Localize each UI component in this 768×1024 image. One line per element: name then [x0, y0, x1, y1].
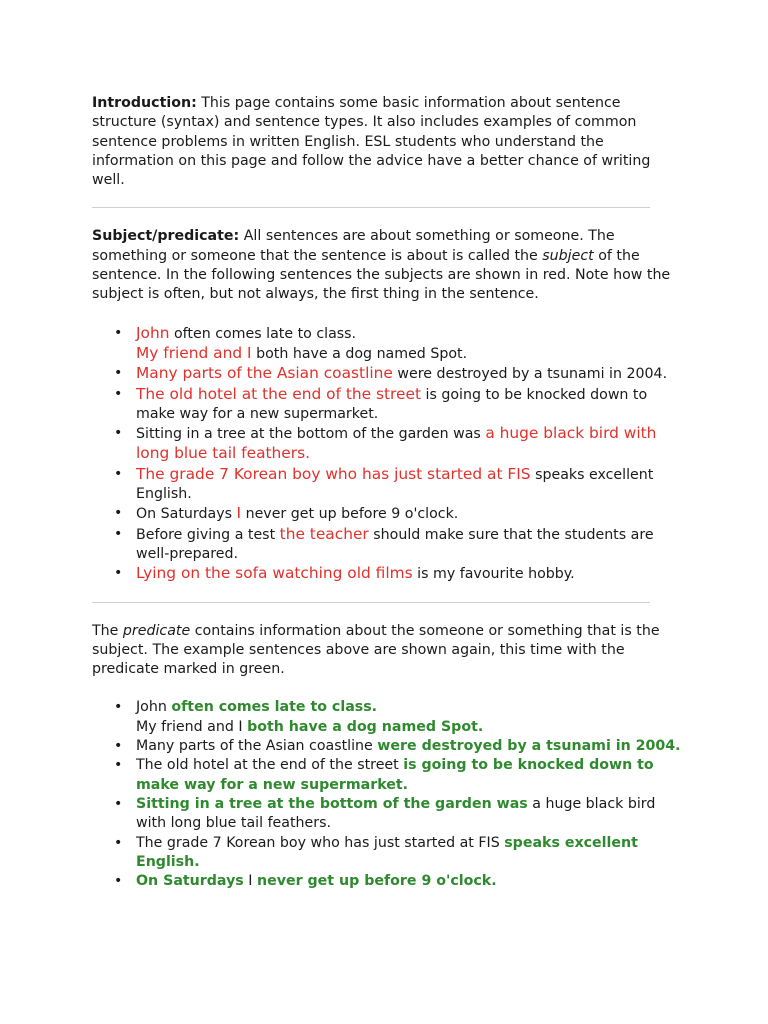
bullet-icon: • [114, 385, 123, 402]
list-item [114, 464, 682, 505]
item-text: never get up before 9 o'clock. [245, 506, 459, 523]
bullet-icon: • [114, 757, 123, 774]
item-text: The old hotel at the end of the street [136, 757, 399, 774]
list-item [114, 834, 682, 873]
list-item [136, 718, 682, 737]
bullet-icon: • [114, 699, 123, 716]
subject-highlight: John [136, 323, 170, 342]
predicate-term: predicate [122, 622, 191, 639]
intro-label: Introduction: [92, 95, 197, 111]
predicate-highlight: both have a dog named Spot. [247, 718, 484, 735]
subject-highlight: My friend and I [136, 343, 252, 362]
bullet-icon: • [114, 365, 123, 382]
bullet-icon: • [114, 565, 123, 582]
list-item [136, 344, 682, 364]
item-text: My friend and I [136, 718, 243, 735]
intro-text: This page contains some basic information about sentence structure (syntax) and sentence types. It also includes examples of common sentence problems in written English. ESL students who understand the information on this page and follow the advice have a better chance of writing well. [92, 95, 651, 189]
subject-list [92, 324, 682, 585]
predicate-highlight: Sitting in a tree at the bottom of the garden was [136, 795, 528, 812]
list-item [114, 323, 682, 344]
predicate-text: The [92, 622, 119, 639]
document-page [92, 94, 682, 891]
bullet-icon: • [114, 465, 123, 482]
predicate-list [92, 698, 682, 891]
subject-highlight: the teacher [279, 524, 369, 543]
bullet-icon: • [114, 834, 123, 851]
item-text: often comes late to class. [173, 325, 357, 342]
intro-paragraph [92, 94, 682, 190]
subject-paragraph [92, 227, 682, 304]
item-text: Many parts of the Asian coastline [136, 738, 373, 755]
bullet-icon: • [114, 738, 123, 755]
bullet-icon: • [114, 324, 123, 341]
predicate-text: contains information about the someone or something that is the subject. The example sentences above are shown again, this time with the predicate marked in green. [92, 622, 660, 678]
list-item [114, 384, 682, 425]
list-item [114, 872, 682, 891]
item-text: John [136, 699, 167, 716]
item-text: speaks excellent English. [136, 466, 654, 503]
list-item [114, 364, 682, 384]
bullet-icon: • [114, 505, 123, 522]
subject-highlight: Lying on the sofa watching old films [136, 564, 413, 583]
subject-highlight: a huge black bird with long blue tail feathers. [136, 424, 657, 463]
bullet-icon: • [114, 873, 123, 890]
predicate-highlight: is going to be knocked down to make way for a new supermarket. [136, 757, 654, 793]
item-text: is going to be knocked down to make way for a new supermarket. [136, 386, 648, 422]
bullet-icon: • [114, 795, 123, 812]
subject-highlight: The old hotel at the end of the street [136, 384, 421, 403]
list-item [114, 424, 682, 465]
item-text: On Saturdays [136, 506, 232, 523]
item-text: both have a dog named Spot. [256, 345, 468, 362]
subject-text: of the sentence. In the following sentences the subjects are shown in red. Note how the subject is often, but not always, the first thing in the sentence. [92, 247, 671, 303]
list-item [114, 756, 682, 795]
predicate-paragraph [92, 622, 682, 680]
predicate-highlight: speaks excellent English. [136, 834, 638, 870]
subject-highlight: Many parts of the Asian coastline [136, 364, 393, 383]
list-item [114, 564, 682, 584]
subject-label: Subject/predicate: [92, 228, 240, 245]
item-text: is my favourite hobby. [417, 566, 575, 583]
bullet-icon: • [114, 425, 123, 442]
item-text: Sitting in a tree at the bottom of the garden was [136, 426, 481, 443]
item-text: a huge black bird with long blue tail feathers. [136, 795, 656, 832]
subject-text: All sentences are about something or someone. The something or someone that the sentence is about is called the [92, 228, 615, 264]
predicate-highlight: On Saturdays [136, 873, 244, 890]
bullet-icon: • [114, 525, 123, 542]
subject-highlight: I [236, 504, 242, 523]
list-item [114, 737, 682, 756]
predicate-highlight: were destroyed by a tsunami in 2004. [377, 738, 681, 755]
item-text: Before giving a test [136, 526, 276, 543]
list-item [114, 795, 682, 834]
subject-highlight: The grade 7 Korean boy who has just started at FIS [136, 464, 531, 483]
list-item [114, 524, 682, 565]
list-item [114, 504, 682, 524]
subject-term: subject [542, 247, 594, 264]
predicate-highlight: often comes late to class. [171, 699, 378, 716]
list-item [114, 698, 682, 717]
item-text: The grade 7 Korean boy who has just started at FIS [136, 834, 500, 851]
predicate-highlight: never get up before 9 o'clock. [256, 873, 497, 890]
item-text-plain: I [248, 873, 253, 890]
item-text: should make sure that the students are well-prepared. [136, 526, 654, 562]
item-text: were destroyed by a tsunami in 2004. [397, 366, 668, 383]
